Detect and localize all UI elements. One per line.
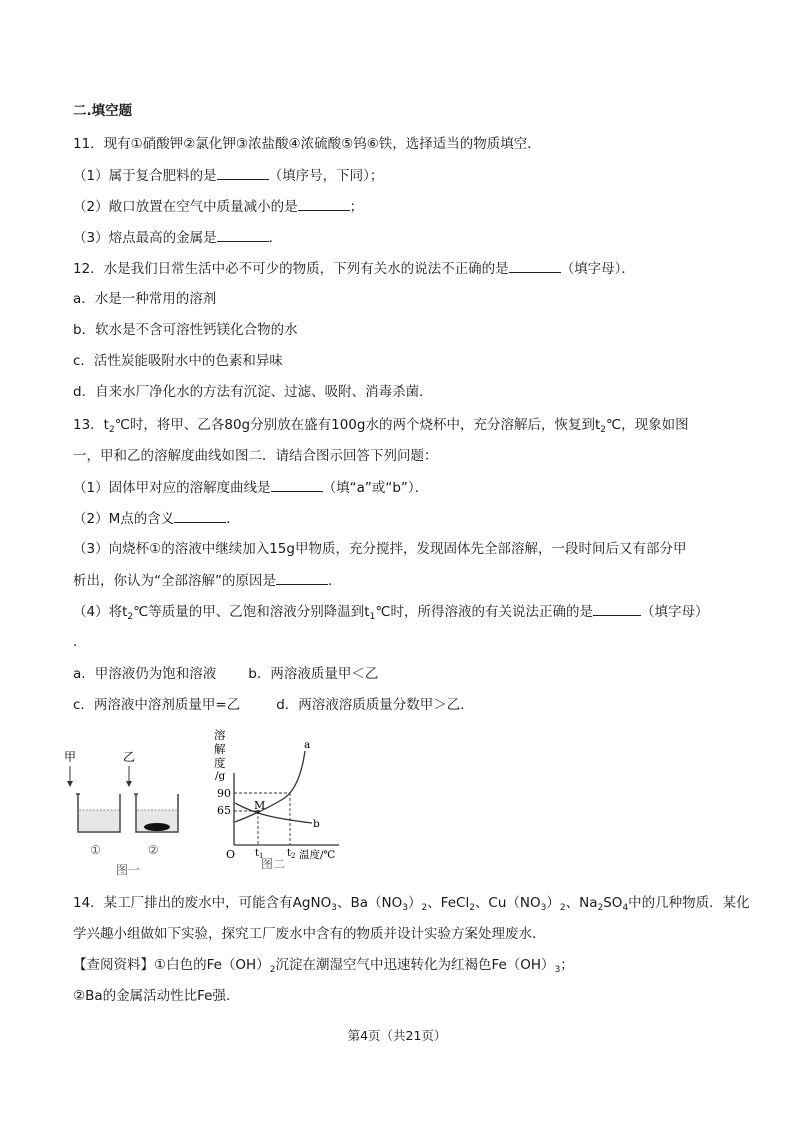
- text: ℃等质量的甲、乙饱和溶液分别降温到t: [133, 604, 370, 620]
- q12-stem: [73, 258, 635, 279]
- subscript: 2: [269, 965, 276, 975]
- text: 【查阅资料】①白色的Fe（OH）: [73, 957, 270, 973]
- page-footer: 第4页（共21页）: [347, 1028, 447, 1043]
- text: 、FeCl: [427, 895, 470, 911]
- q13-stem-line2: 一，甲和乙的溶解度曲线如图二．请结合图示回答下列问题：: [73, 448, 438, 464]
- q13-part4-end: ．: [73, 634, 87, 650]
- q13-part4: [73, 601, 709, 622]
- text: 、Ba（NO: [336, 895, 403, 911]
- t1-letter: t: [255, 848, 260, 859]
- text: （填字母）: [641, 604, 709, 620]
- text: （1）固体甲对应的溶解度曲线是: [73, 480, 271, 496]
- q13-part3-line2: [73, 570, 342, 591]
- text: （填“a”或“b”）．: [322, 480, 429, 496]
- text: SO: [603, 895, 623, 911]
- answer-blank: [271, 477, 323, 492]
- y-axis-label-char: 溶: [214, 728, 226, 742]
- label-jia: 甲: [64, 750, 77, 764]
- text: 、Cu（NO: [474, 895, 541, 911]
- t2-subscript: 2: [291, 852, 296, 860]
- undissolved-solid: [144, 823, 170, 831]
- text: ）: [407, 895, 422, 911]
- q13-options-cd: [73, 695, 474, 715]
- text: ；: [560, 957, 574, 973]
- subscript: 2: [469, 903, 475, 913]
- x-axis-label: 温度/℃: [299, 849, 336, 861]
- q11-part1-text: （1）属于复合肥料的是: [73, 168, 217, 184]
- text: ℃，现象如图: [606, 417, 689, 433]
- text: （2）M点的含义: [73, 511, 175, 527]
- q11-part1-note: （填序号，下同）；: [268, 168, 384, 184]
- q12-stem-note: （填字母）．: [560, 261, 635, 277]
- answer-blank: [276, 570, 328, 585]
- q11-part2-end: ；: [349, 199, 364, 215]
- answer-blank: [174, 508, 226, 523]
- y-tick-65: 65: [217, 804, 231, 817]
- x-tick-t2: [287, 848, 296, 860]
- text: 中的几种物质．某化: [628, 895, 750, 911]
- q11-stem: 11．现有①硝酸钾②氯化钾③浓盐酸④浓硫酸⑤钨⑥铁，选择适当的物质填空．: [73, 136, 541, 152]
- q13-part3-line1: （3）向烧杯①的溶液中继续加入15g甲物质，充分搅拌，发现固体先全部溶解，一段时间后又有部分甲: [73, 541, 687, 557]
- answer-blank: [509, 258, 561, 273]
- q11-part2-text: （2）敞口放置在空气中质量减小的是: [73, 199, 298, 215]
- figure-2-solubility-chart: [208, 727, 346, 871]
- q12-option-b: b．软水是不含可溶性钙镁化合物的水: [73, 322, 298, 338]
- subscript: 3: [540, 903, 547, 913]
- q11-part3: [73, 227, 282, 248]
- text: ．: [328, 573, 342, 589]
- q12-option-a: a．水是一种常用的溶剂: [73, 291, 217, 307]
- subscript: 3: [554, 965, 561, 975]
- t2-letter: t: [287, 848, 292, 859]
- answer-blank: [298, 196, 350, 211]
- subscript: 3: [402, 903, 408, 913]
- section-title: 二.填空题: [73, 103, 133, 119]
- subscript: 2: [108, 425, 115, 435]
- label-yi: 乙: [123, 750, 136, 764]
- text: 沉淀在潮湿空气中迅速转化为红褐色Fe（OH）: [275, 957, 555, 973]
- beaker-2-number: ②: [148, 843, 159, 857]
- figure-2-caption: 图二: [261, 857, 286, 871]
- text: ℃时，将甲、乙各80g分别放在盛有100g水的两个烧杯中，充分溶解后，恢复到t: [114, 417, 601, 433]
- q11-part1: [73, 165, 383, 186]
- curve-a-label: a: [304, 739, 311, 751]
- arrow-head-yi: [126, 781, 132, 787]
- figure-1-beakers: [64, 750, 188, 878]
- q13-stem-line1: [73, 415, 689, 435]
- t1-subscript: 1: [259, 852, 264, 860]
- subscript: 1: [369, 612, 376, 622]
- text: （4）将t: [73, 604, 128, 620]
- subscript: 3: [331, 903, 337, 913]
- text: ．: [226, 511, 240, 527]
- curve-b-label: b: [313, 818, 320, 830]
- beaker-1-number: ①: [90, 843, 101, 857]
- q13-option-c: c．两溶液中溶剂质量甲=乙: [73, 697, 241, 713]
- q13-part2: [73, 508, 240, 529]
- q12-option-d: d．自来水厂净化水的方法有沉淀、过滤、吸附、消毒杀菌．: [73, 384, 433, 400]
- q14-line3: [73, 955, 574, 975]
- text: 、Na: [565, 895, 598, 911]
- q12-stem-text: 12．水是我们日常生活中必不可少的物质，下列有关水的说法不正确的是: [73, 261, 509, 277]
- subscript: 2: [559, 903, 566, 913]
- subscript: 2: [597, 903, 604, 913]
- q14-line4: ②Ba的金属活动性比Fe强．: [73, 988, 240, 1004]
- q14-line2: 学兴趣小组做如下实验，探究工厂废水中含有的物质并设计实验方案处理废水．: [73, 926, 546, 942]
- q11-part3-end: ．: [268, 230, 283, 246]
- subscript: 4: [622, 903, 629, 913]
- q12-option-c: c．活性炭能吸附水中的色素和异味: [73, 353, 283, 369]
- y-axis-label-char: 解: [214, 742, 226, 756]
- q13-part1: [73, 477, 428, 498]
- q13-option-b: b．两溶液质量甲＜乙: [248, 666, 379, 682]
- subscript: 2: [421, 903, 428, 913]
- q14-line1: [73, 893, 750, 913]
- y-axis-label-char: 度: [214, 756, 226, 770]
- origin-label: O: [226, 848, 236, 861]
- subscript: 2: [600, 425, 606, 435]
- q11-part2: [73, 196, 363, 217]
- text: ℃时，所得溶液的有关说法正确的是: [375, 604, 593, 620]
- text: ）: [546, 895, 560, 911]
- q13-options-ab: [73, 664, 378, 684]
- answer-blank: [593, 601, 641, 616]
- arrow-head-jia: [67, 781, 73, 787]
- point-m-label: M: [254, 799, 266, 812]
- y-axis-label-unit: /g: [215, 770, 226, 782]
- curve-b: [235, 803, 312, 823]
- text: 14．某工厂排出的废水中，可能含有AgNO: [73, 895, 332, 911]
- subscript: 2: [127, 612, 134, 622]
- y-tick-90: 90: [217, 787, 231, 800]
- q13-option-d: d．两溶液溶质质量分数甲＞乙．: [276, 697, 474, 713]
- answer-blank: [217, 165, 269, 180]
- figure-1-caption: 图一: [116, 863, 141, 877]
- solution-1: [79, 810, 119, 831]
- text: 析出，你认为“全部溶解”的原因是: [73, 573, 276, 589]
- answer-blank: [217, 227, 269, 242]
- q11-part3-text: （3）熔点最高的金属是: [73, 230, 217, 246]
- q13-option-a: a．甲溶液仍为饱和溶液: [73, 666, 217, 682]
- text: 13．t: [73, 417, 109, 433]
